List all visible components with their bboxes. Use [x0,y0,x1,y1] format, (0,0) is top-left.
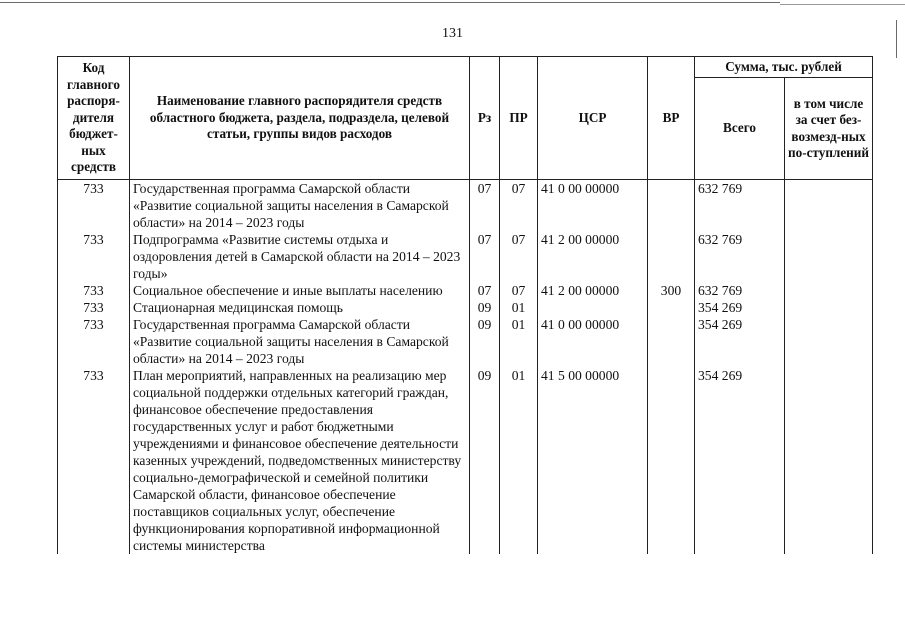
cell-total: 632 769 [695,282,785,299]
cell-pr: 01 [500,367,538,554]
scan-edge-line [0,2,780,3]
cell-total: 354 269 [695,367,785,554]
cell-rz: 09 [470,299,500,316]
cell-csr: 41 0 00 00000 [538,180,648,232]
header-csr: ЦСР [538,57,648,180]
scan-edge-line-right [780,4,905,5]
header-sum-group: Сумма, тыс. рублей [695,57,873,78]
page-number: 131 [442,26,463,41]
cell-vr [648,180,695,232]
header-pr: ПР [500,57,538,180]
cell-csr: 41 2 00 00000 [538,282,648,299]
header-name: Наименование главного распорядителя средств областного бюджета, раздела, подраздела, целевой статьи, группы видов расходов [130,57,470,180]
cell-gratuitous [785,316,873,367]
cell-name: Социальное обеспечение и иные выплаты населению [130,282,470,299]
table-row [58,180,873,232]
cell-vr: 300 [648,282,695,299]
cell-code: 733 [58,180,130,232]
cell-rz: 07 [470,231,500,282]
header-rz: Рз [470,57,500,180]
table-row [58,316,873,367]
cell-gratuitous [785,180,873,232]
table-row [58,282,873,299]
budget-table [57,56,873,554]
cell-name: Подпрограмма «Развитие системы отдыха и оздоровления детей в Самарской области на 2014 – 2023 годы» [130,231,470,282]
header-code: Код главного распоря-дителя бюджет-ных средств [58,57,130,180]
cell-name: Государственная программа Самарской области «Развитие социальной защиты населения в Самарской области» на 2014 – 2023 годы [130,316,470,367]
cell-csr: 41 5 00 00000 [538,367,648,554]
cell-name: Стационарная медицинская помощь [130,299,470,316]
cell-gratuitous [785,299,873,316]
cell-code: 733 [58,316,130,367]
cell-total: 354 269 [695,316,785,367]
cell-code: 733 [58,282,130,299]
table-row [58,299,873,316]
header-incl-gratuitous: в том числе за счет без-возмезд-ных по-ступлений [785,78,873,180]
cell-vr [648,231,695,282]
cell-pr: 01 [500,316,538,367]
table-row [58,231,873,282]
cell-name: План мероприятий, направленных на реализацию мер социальной поддержки отдельных категорий граждан, финансовое обеспечение предоставления государственных услуг и работ бюджетными учреждениями и финансовое обеспечение деятельности казенных учреждений, подведомственных министерству социально-демографической и семейной политики Самарской области, финансовое обеспечение поставщиков социальных услуг, обеспечение функционирования корпоративной информационной системы министерства [130,367,470,554]
cell-code: 733 [58,367,130,554]
header-total: Всего [695,78,785,180]
cell-vr [648,367,695,554]
cell-csr: 41 2 00 00000 [538,231,648,282]
cell-vr [648,316,695,367]
header-vr: ВР [648,57,695,180]
cell-total: 354 269 [695,299,785,316]
cell-rz: 07 [470,180,500,232]
cell-total: 632 769 [695,231,785,282]
cell-pr: 01 [500,299,538,316]
cell-pr: 07 [500,282,538,299]
cell-csr [538,299,648,316]
cell-gratuitous [785,231,873,282]
cell-gratuitous [785,282,873,299]
cell-code: 733 [58,299,130,316]
cell-vr [648,299,695,316]
cell-total: 632 769 [695,180,785,232]
table-row [58,367,873,554]
cell-csr: 41 0 00 00000 [538,316,648,367]
cell-rz: 09 [470,367,500,554]
cell-code: 733 [58,231,130,282]
cell-gratuitous [785,367,873,554]
cell-rz: 07 [470,282,500,299]
cell-name: Государственная программа Самарской области «Развитие социальной защиты населения в Самарской области» на 2014 – 2023 годы [130,180,470,232]
cell-rz: 09 [470,316,500,367]
cell-pr: 07 [500,180,538,232]
cell-pr: 07 [500,231,538,282]
